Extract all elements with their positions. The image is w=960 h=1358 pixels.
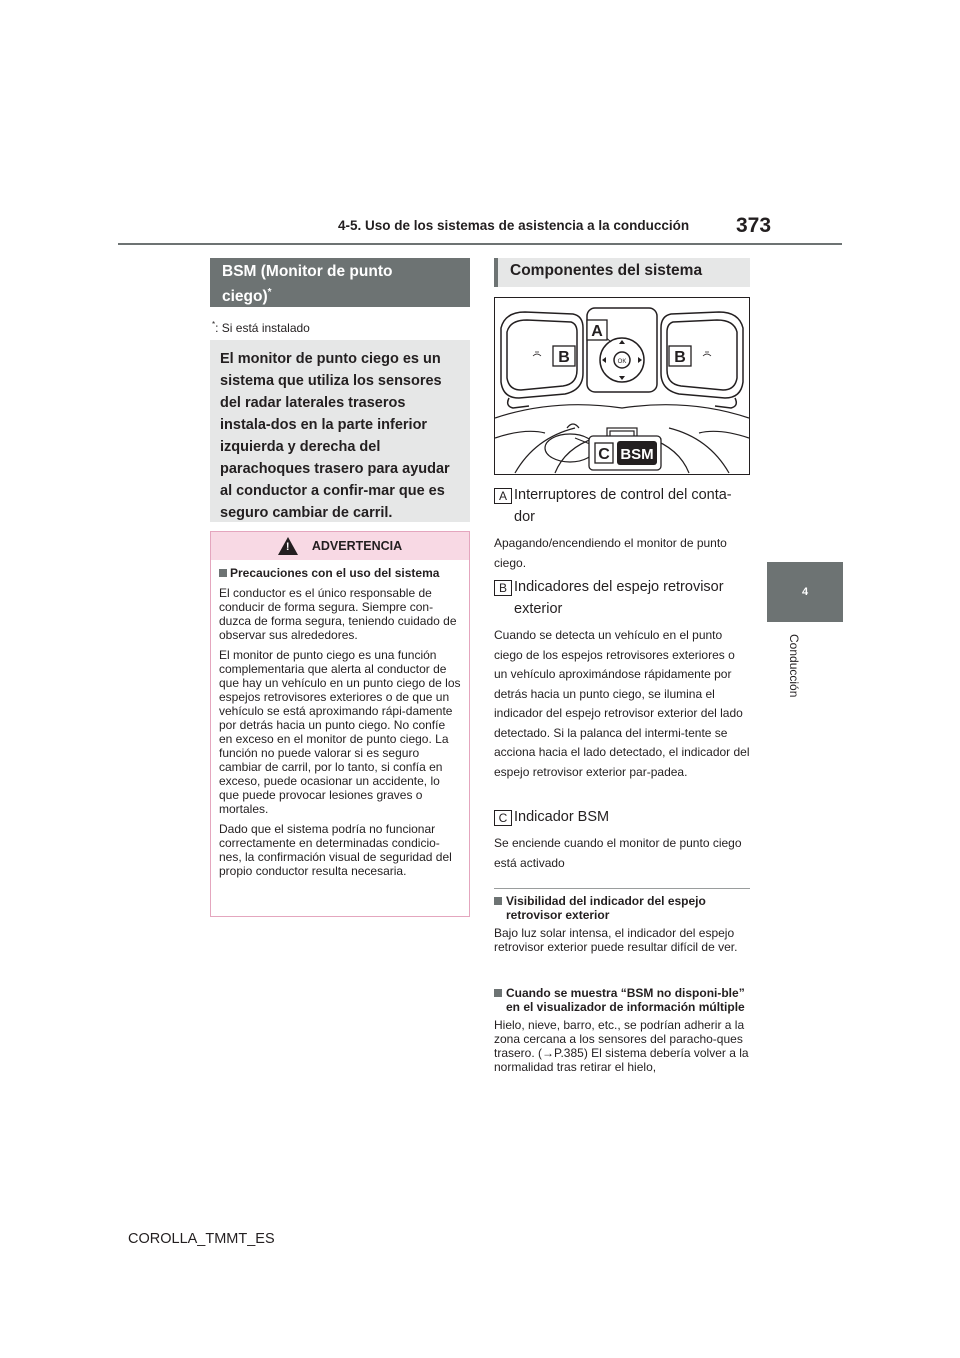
component-b bbox=[494, 576, 750, 782]
component-body: Se enciende cuando el monitor de punto ciego está activado bbox=[494, 836, 742, 870]
component-badge-a: A bbox=[494, 488, 512, 504]
note-bsm-unavailable bbox=[494, 986, 750, 1074]
warning-icon: ! bbox=[278, 537, 298, 555]
warning-header bbox=[211, 532, 469, 560]
warning-title: Precauciones con el uso del sistema bbox=[230, 566, 440, 580]
footnote-text: : Si está instalado bbox=[215, 321, 310, 335]
bsm-indicator-label: BSM bbox=[620, 446, 654, 463]
warning-paragraph: El conductor es el único responsable de conducir de forma segura. Siempre con-duzca de forma segura, teniendo cuidado de observar sus alrededores. bbox=[219, 586, 457, 642]
bsm-heading-line2: ciego) bbox=[222, 288, 268, 306]
header-rule bbox=[118, 243, 842, 245]
component-c bbox=[494, 806, 750, 873]
dashboard-illustration bbox=[494, 297, 750, 475]
component-badge-b: B bbox=[494, 580, 512, 596]
note-body: Bajo luz solar intensa, el indicador del espejo retrovisor exterior puede resultar difícil de ver. bbox=[494, 926, 738, 954]
warning-label: ADVERTENCIA bbox=[311, 539, 403, 553]
bsm-heading bbox=[210, 258, 470, 307]
footnote-mark: * bbox=[212, 320, 216, 329]
note-body: Hielo, nieve, barro, etc., se podrían adherir a la zona cercana a los sensores del paracho-ques trasero. (→P.385) El sistema debería volver a la normalidad tras retirar el hielo, bbox=[494, 1018, 749, 1074]
figure-label-b-right: B bbox=[674, 349, 686, 366]
component-badge-c: C bbox=[494, 810, 512, 826]
components-heading: Componentes del sistema bbox=[494, 258, 750, 287]
warning-box bbox=[210, 531, 470, 917]
component-body: Apagando/encendiendo el monitor de punto ciego. bbox=[494, 536, 727, 570]
figure-label-a: A bbox=[591, 323, 603, 340]
chapter-label: Conducción bbox=[787, 634, 801, 698]
component-title: Indicador BSM bbox=[514, 809, 610, 825]
section-title: 4-5. Uso de los sistemas de asistencia a la conducción bbox=[338, 218, 690, 233]
square-bullet-icon bbox=[219, 569, 227, 577]
square-bullet-icon bbox=[494, 897, 502, 905]
component-body: Cuando se detecta un vehículo en el punto ciego de los espejos retrovisores exteriores o un vehículo aproximándose rápidamente por detrás hacia un punto ciego, se ilumina el indicador del espejo retrovisor exterior del lado detectado. Si la palanca del intermi-tente se acciona hacia el lado detectado, el indicador del espejo retrovisor exterior par-padea. bbox=[494, 628, 750, 779]
component-title: Indicadores del espejo retrovisor exterior bbox=[514, 579, 724, 617]
note-title: Cuando se muestra “BSM no disponi-ble” en el visualizador de información múltiple bbox=[506, 986, 745, 1014]
chapter-tab[interactable] bbox=[767, 562, 843, 622]
footnote bbox=[212, 320, 310, 335]
component-a bbox=[494, 484, 750, 573]
warning-paragraph: Dado que el sistema podría no funcionar correctamente en determinadas condicio-nes, la confirmación visual de seguridad del propio conductor resulta necesaria. bbox=[219, 822, 452, 878]
ok-button-label: OK bbox=[617, 359, 627, 365]
chapter-number: 4 bbox=[801, 586, 809, 598]
warning-paragraph: El monitor de punto ciego es una función complementaria que alerta al conductor de que hay un vehículo en un punto ciego de los espejos retrovisores exteriores o de que un vehículo se está aproximando rápi-damente por detrás hacia un punto ciego. No confíe en exceso en el monitor de punto ciego. La función no puede valorar si es seguro cambiar de carril, por lo tanto, si confía en exceso, puede ocasionar un accidente, lo que puede provocar lesiones graves o mortales. bbox=[219, 648, 461, 816]
bsm-heading-mark: * bbox=[267, 287, 272, 298]
bsm-heading-line1: BSM (Monitor de punto bbox=[222, 263, 393, 280]
intro-box: El monitor de punto ciego es un sistema que utiliza los sensores del radar laterales traseros instala-dos en la parte inferior izquierda y derecha del parachoques trasero para ayudar al conductor a confir-mar que es seguro cambiar de carril. bbox=[210, 340, 470, 522]
document-code: COROLLA_TMMT_ES bbox=[128, 1231, 275, 1247]
divider bbox=[494, 888, 750, 889]
note-title: Visibilidad del indicador del espejo retrovisor exterior bbox=[506, 894, 706, 922]
page-number: 373 bbox=[736, 214, 772, 237]
component-title: Interruptores de control del conta-dor bbox=[514, 487, 732, 525]
figure-label-c: C bbox=[598, 446, 610, 463]
dashboard-svg bbox=[495, 298, 749, 474]
square-bullet-icon bbox=[494, 989, 502, 997]
note-visibility bbox=[494, 894, 750, 954]
figure-label-b-left: B bbox=[558, 349, 570, 366]
